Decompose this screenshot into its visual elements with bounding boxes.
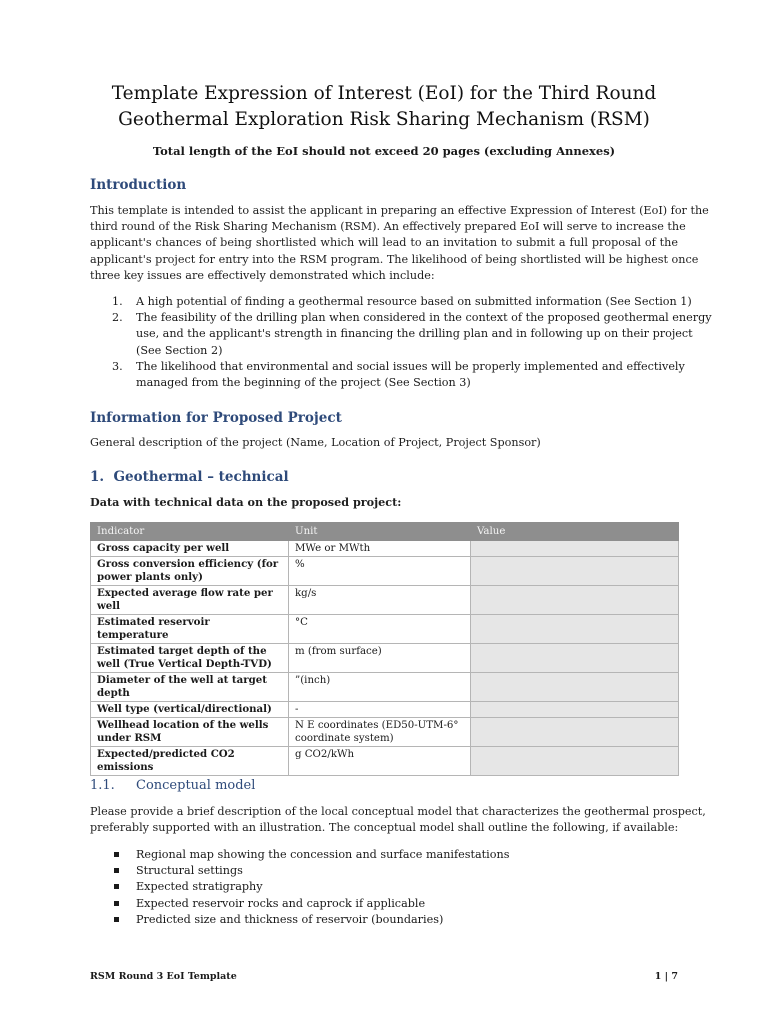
indicator-cell: Estimated target depth of the well (True Vertical Depth-TVD) <box>91 644 289 673</box>
list-item <box>90 359 685 391</box>
title-line: Geothermal Exploration Risk Sharing Mechanism (RSM) <box>118 109 650 130</box>
unit-cell: °C <box>289 615 471 644</box>
section-title: Conceptual model <box>136 778 256 793</box>
table-row <box>91 615 679 644</box>
list-item <box>90 863 509 879</box>
list-line: use, and the applicant's strength in financing the drilling plan and in following up on their project <box>136 327 693 341</box>
bullet-icon <box>114 901 119 906</box>
title-line: Template Expression of Interest (EoI) for the Third Round <box>111 83 657 104</box>
bullet-icon <box>114 884 119 889</box>
table-row <box>91 644 679 673</box>
value-cell[interactable] <box>471 586 679 615</box>
unit-cell: MWe or MWth <box>289 541 471 557</box>
list-line: The likelihood that environmental and social issues will be properly implemented and effectively <box>136 359 685 373</box>
bullet-icon <box>114 852 119 857</box>
column-header-unit: Unit <box>289 523 471 541</box>
table-row <box>91 541 679 557</box>
value-cell[interactable] <box>471 673 679 702</box>
table-caption: Data with technical data on the proposed project: <box>90 495 402 509</box>
introduction-heading: Introduction <box>90 177 187 193</box>
unit-cell: % <box>289 557 471 586</box>
column-header-indicator: Indicator <box>91 523 289 541</box>
section-number: 1.1. <box>90 778 115 793</box>
bullet-icon <box>114 868 119 873</box>
indicator-cell: Well type (vertical/directional) <box>91 702 289 718</box>
table-row <box>91 702 679 718</box>
unit-cell: g CO2/kWh <box>289 747 471 776</box>
page-number: 1 | 7 <box>654 971 678 982</box>
bullet-text: Expected stratigraphy <box>136 880 263 894</box>
key-issues-list <box>90 294 712 391</box>
unit-cell: kg/s <box>289 586 471 615</box>
list-item <box>90 879 509 895</box>
list-item <box>90 912 509 928</box>
paragraph-line: Please provide a brief description of the local conceptual model that characterizes the geothermal prospect, <box>90 805 706 818</box>
conceptual-model-bullets <box>90 847 509 928</box>
value-cell[interactable] <box>471 718 679 747</box>
value-cell[interactable] <box>471 615 679 644</box>
footer-document-name: RSM Round 3 EoI Template <box>90 971 237 982</box>
value-cell[interactable] <box>471 541 679 557</box>
table-row <box>91 718 679 747</box>
table-header-row <box>91 523 679 541</box>
bullet-text: Predicted size and thickness of reservoir (boundaries) <box>136 912 444 926</box>
value-cell[interactable] <box>471 702 679 718</box>
indicator-cell: Expected/predicted CO2 emissions <box>91 747 289 776</box>
bullet-icon <box>114 917 119 922</box>
paragraph-line: third round of the Risk Sharing Mechanism (RSM). An effectively prepared EoI will serve to increase the <box>90 220 686 234</box>
table-row <box>91 673 679 702</box>
bullet-text: Structural settings <box>136 864 243 878</box>
list-item <box>90 310 712 359</box>
list-item <box>90 896 509 912</box>
unit-cell: ”(inch) <box>289 673 471 702</box>
indicator-cell: Gross conversion efficiency (for power plants only) <box>91 557 289 586</box>
indicator-cell: Wellhead location of the wells under RSM <box>91 718 289 747</box>
indicator-cell: Diameter of the well at target depth <box>91 673 289 702</box>
list-line: (See Section 2) <box>136 343 223 357</box>
list-item <box>90 294 692 310</box>
section-1-1-heading <box>90 778 255 793</box>
bullet-text: Expected reservoir rocks and caprock if applicable <box>136 896 426 910</box>
indicator-cell: Gross capacity per well <box>91 541 289 557</box>
project-info-text: General description of the project (Name, Location of Project, Project Sponsor) <box>90 436 541 449</box>
value-cell[interactable] <box>471 644 679 673</box>
page-footer <box>90 971 678 982</box>
list-line: managed from the beginning of the project (See Section 3) <box>136 376 471 390</box>
section-1-heading: 1. Geothermal – technical <box>90 469 289 485</box>
unit-cell: m (from surface) <box>289 644 471 673</box>
technical-data-table <box>90 522 679 776</box>
paragraph-line: applicant's chances of being shortlisted which will lead to an invitation to submit a full proposal of the <box>90 236 678 250</box>
document-title <box>90 81 678 133</box>
introduction-paragraph <box>90 203 709 284</box>
paragraph-line: applicant's project for entry into the RSM program. The likelihood of being shortlisted will be highest once <box>90 252 699 266</box>
table-row <box>91 557 679 586</box>
paragraph-line: preferably supported with an illustration. The conceptual model shall outline the following, if available: <box>90 821 679 835</box>
indicator-cell: Estimated reservoir temperature <box>91 615 289 644</box>
paragraph-line: This template is intended to assist the applicant in preparing an effective Expression of Interest (EoI) for the <box>90 204 709 217</box>
paragraph-line: three key issues are effectively demonstrated which include: <box>90 268 435 282</box>
page-limit-note: Total length of the EoI should not exceed 20 pages (excluding Annexes) <box>152 144 616 158</box>
indicator-cell: Expected average flow rate per well <box>91 586 289 615</box>
unit-cell: N E coordinates (ED50-UTM-6° coordinate system) <box>289 718 471 747</box>
list-number: 1. <box>112 295 123 308</box>
column-header-value: Value <box>471 523 679 541</box>
list-number: 2. <box>112 311 123 325</box>
project-info-heading: Information for Proposed Project <box>90 410 342 426</box>
table-row <box>91 747 679 776</box>
table-row <box>91 586 679 615</box>
unit-cell: - <box>289 702 471 718</box>
list-line: The feasibility of the drilling plan when considered in the context of the proposed geothermal energy <box>136 311 712 325</box>
list-item <box>90 847 509 863</box>
value-cell[interactable] <box>471 747 679 776</box>
conceptual-model-paragraph <box>90 804 706 836</box>
value-cell[interactable] <box>471 557 679 586</box>
list-line: A high potential of finding a geothermal resource based on submitted information (See Section 1) <box>136 295 692 308</box>
list-number: 3. <box>112 359 123 373</box>
bullet-text: Regional map showing the concession and surface manifestations <box>136 848 510 861</box>
